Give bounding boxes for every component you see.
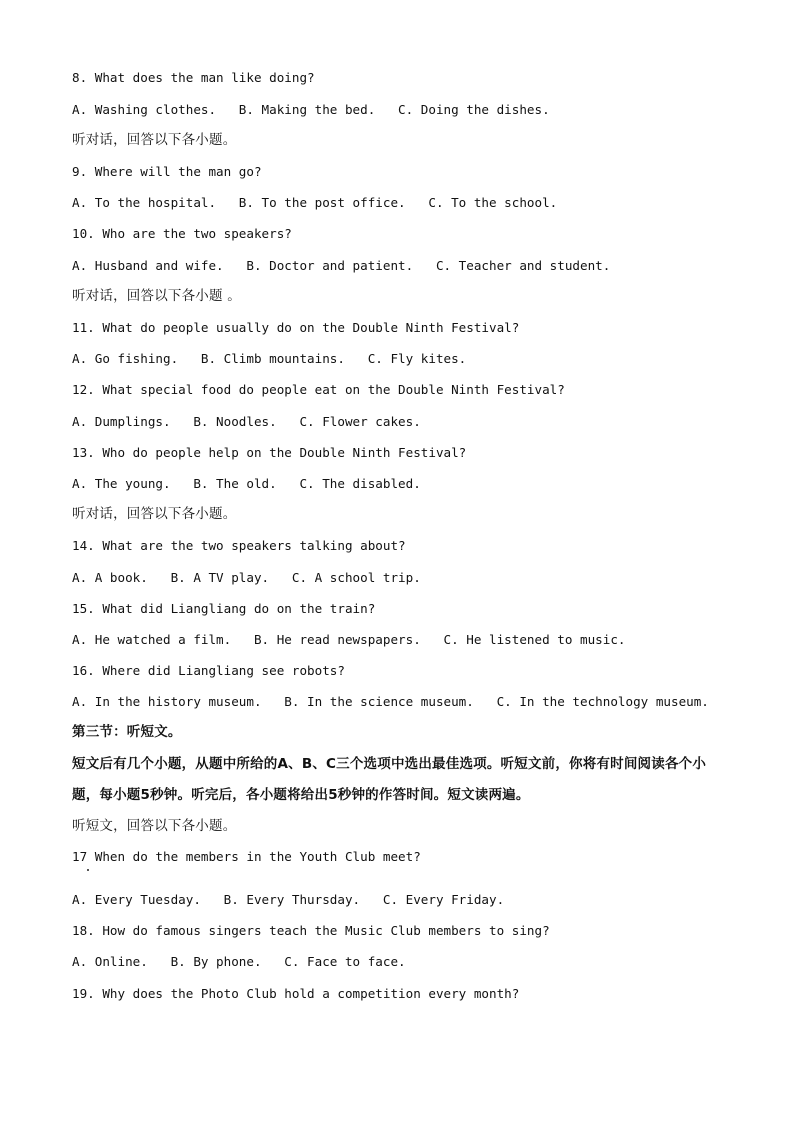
section-heading: 第三节：听短文。 xyxy=(72,724,182,740)
question-17: 17 When do the members in the Youth Club meet? xyxy=(72,849,421,864)
options-9: A. To the hospital. B. To the post office. C. To the school. xyxy=(72,195,558,210)
instruction-passage: 听短文，回答以下各小题。 xyxy=(72,818,237,834)
question-8: 8. What does the man like doing? xyxy=(72,70,315,85)
question-11: 11. What do people usually do on the Double Ninth Festival? xyxy=(72,320,520,335)
options-11: A. Go fishing. B. Climb mountains. C. Fly kites. xyxy=(72,351,467,366)
section-instructions-line-1: 短文后有几个小题，从题中所给的A、B、C三个选项中选出最佳选项。听短文前，你将有时间阅读各个小 xyxy=(72,756,707,772)
options-13: A. The young. B. The old. C. The disabled. xyxy=(72,476,421,491)
question-16: 16. Where did Liangliang see robots? xyxy=(72,663,345,678)
options-12: A. Dumplings. B. Noodles. C. Flower cakes. xyxy=(72,414,421,429)
question-9: 9. Where will the man go? xyxy=(72,164,262,179)
options-14: A. A book. B. A TV play. C. A school trip. xyxy=(72,570,421,585)
stray-dot xyxy=(87,869,89,871)
question-18: 18. How do famous singers teach the Music Club members to sing? xyxy=(72,923,550,938)
question-15: 15. What did Liangliang do on the train? xyxy=(72,601,376,616)
options-17: A. Every Tuesday. B. Every Thursday. C. Every Friday. xyxy=(72,892,505,907)
options-8: A. Washing clothes. B. Making the bed. C. Doing the dishes. xyxy=(72,102,550,117)
instruction-dialogue: 听对话，回答以下各小题。 xyxy=(72,132,237,148)
options-15: A. He watched a film. B. He read newspapers. C. He listened to music. xyxy=(72,632,626,647)
question-12: 12. What special food do people eat on the Double Ninth Festival? xyxy=(72,382,565,397)
question-13: 13. Who do people help on the Double Ninth Festival? xyxy=(72,445,467,460)
question-10: 10. Who are the two speakers? xyxy=(72,226,292,241)
options-16: A. In the history museum. B. In the science museum. C. In the technology museum. xyxy=(72,694,709,709)
question-19: 19. Why does the Photo Club hold a competition every month? xyxy=(72,986,520,1001)
options-10: A. Husband and wife. B. Doctor and patient. C. Teacher and student. xyxy=(72,258,611,273)
options-18: A. Online. B. By phone. C. Face to face. xyxy=(72,954,406,969)
section-instructions-line-2: 题，每小题5秒钟。听完后，各小题将给出5秒钟的作答时间。短文读两遍。 xyxy=(72,787,530,803)
instruction-dialogue: 听对话，回答以下各小题。 xyxy=(72,506,237,522)
question-14: 14. What are the two speakers talking about? xyxy=(72,538,406,553)
instruction-dialogue: 听对话，回答以下各小题 。 xyxy=(72,288,241,304)
